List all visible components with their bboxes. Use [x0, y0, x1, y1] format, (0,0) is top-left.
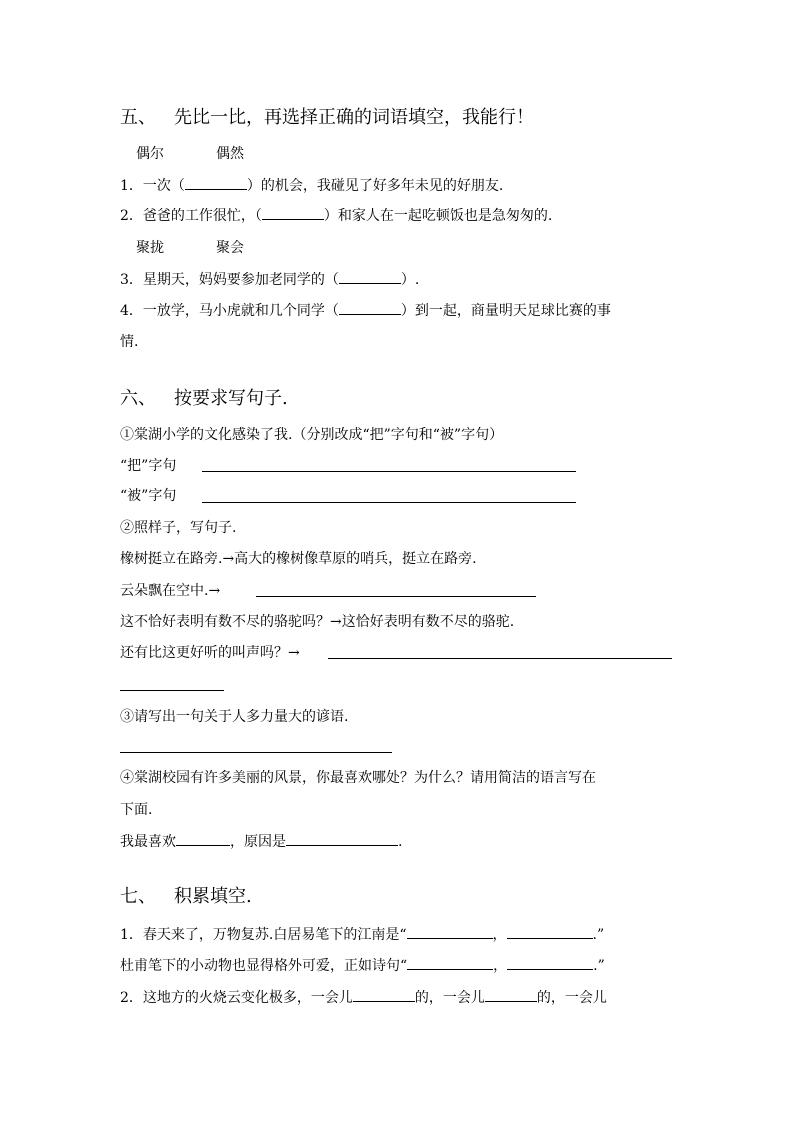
- fill-blank-5-4[interactable]: [339, 300, 401, 315]
- question-5-4: [120, 300, 611, 321]
- section-6-heading: [120, 387, 288, 411]
- dufu-blank-1[interactable]: [407, 955, 493, 970]
- question-5-3: [120, 269, 419, 290]
- question-7-1-line2-sep: ，: [493, 958, 508, 974]
- question-5-2-pre: 2．爸爸的工作很忙，（: [120, 208, 262, 224]
- section-6-number: 六、: [120, 388, 156, 409]
- question-5-4-post: ）到一起，商量明天足球比赛的事: [400, 303, 611, 319]
- bei-sentence-label: “被”字句: [120, 488, 177, 504]
- ba-sentence-answer-line[interactable]: [202, 471, 576, 472]
- item-6-2: ②照样子，写句子.: [120, 520, 237, 536]
- cloud-change-blank-1[interactable]: [353, 987, 415, 1002]
- section-5-title: 先比一比，再选择正确的词语填空，我能行！: [174, 107, 534, 128]
- question-5-3-pre: 3．星期天，妈妈要参加老同学的（: [120, 272, 339, 288]
- word-choice-juhui: 聚会: [216, 240, 244, 256]
- favorite-place-blank[interactable]: [176, 831, 230, 846]
- favorite-label: 我最喜欢: [120, 834, 176, 850]
- section-6-title: 按要求写句子.: [174, 388, 288, 409]
- question-7-1-line2: [120, 955, 605, 976]
- question-5-4-pre: 4．一放学，马小虎就和几个同学（: [120, 303, 339, 319]
- word-choice-ouran: 偶然: [216, 146, 244, 162]
- cloud-answer-line[interactable]: [256, 596, 536, 597]
- jiangnan-blank-1[interactable]: [407, 924, 493, 939]
- favorite-row-end: .: [398, 834, 403, 850]
- question-5-1-post: ）的机会，我碰见了好多年未见的好朋友.: [246, 178, 504, 194]
- section-7-heading: [120, 885, 252, 909]
- bei-sentence-answer-line[interactable]: [202, 502, 576, 503]
- section-7-number: 七、: [120, 886, 156, 907]
- question-7-1-end: .”: [592, 927, 605, 943]
- question-sound: 还有比这更好听的叫声吗？→: [120, 645, 300, 661]
- question-7-2-pre: 2．这地方的火烧云变化极多，一会儿: [120, 990, 353, 1006]
- question-7-2-mid: 的，一会儿: [414, 990, 485, 1006]
- example-camel: 这不恰好表明有数不尽的骆驼吗？→这恰好表明有数不尽的骆驼.: [120, 614, 515, 630]
- question-5-2-post: ）和家人在一起吃顿饭也是急匆匆的.: [323, 208, 553, 224]
- jiangnan-blank-2[interactable]: [507, 924, 593, 939]
- word-choices-2: [120, 238, 244, 258]
- sound-answer-line-2[interactable]: [120, 690, 224, 691]
- question-7-1-line2-end: .”: [593, 958, 605, 974]
- question-cloud: 云朵飘在空中.→: [120, 583, 221, 599]
- question-7-2: [120, 987, 607, 1008]
- cloud-change-blank-2[interactable]: [485, 987, 537, 1002]
- favorite-row: [120, 831, 402, 852]
- reason-label: ，原因是: [230, 834, 286, 850]
- item-6-1: ①棠湖小学的文化感染了我.（分别改成“把”字句和“被”字句）: [120, 427, 504, 443]
- question-5-1: [120, 175, 503, 196]
- reason-blank[interactable]: [286, 831, 398, 846]
- question-7-1-pre: 1．春天来了，万物复苏.白居易笔下的江南是“: [120, 927, 407, 943]
- fill-blank-5-3[interactable]: [339, 269, 401, 284]
- question-7-1-sep: ，: [492, 927, 507, 943]
- section-7-title: 积累填空.: [174, 886, 252, 907]
- question-5-1-pre: 1．一次（: [120, 178, 185, 194]
- bei-sentence-row: [120, 486, 176, 506]
- item-6-4-line2: 下面.: [120, 802, 153, 818]
- question-5-4-continuation: 情.: [120, 334, 139, 350]
- item-6-3: ③请写出一句关于人多力量大的谚语.: [120, 709, 349, 725]
- word-choice-ouer: 偶尔: [136, 146, 164, 162]
- sound-answer-line[interactable]: [328, 658, 672, 659]
- ba-sentence-label: “把”字句: [120, 458, 177, 474]
- question-5-3-post: ）.: [400, 272, 420, 288]
- dufu-blank-2[interactable]: [507, 955, 593, 970]
- ba-sentence-row: [120, 456, 176, 476]
- question-7-2-end: 的，一会儿: [536, 990, 607, 1006]
- proverb-answer-line[interactable]: [120, 752, 392, 753]
- fill-blank-5-2[interactable]: [262, 205, 324, 220]
- question-5-2: [120, 205, 552, 226]
- item-6-4-line1: ④棠湖校园有许多美丽的风景，你最喜欢哪处？为什么？请用简洁的语言写在: [120, 770, 596, 786]
- question-7-1-line1: [120, 924, 604, 945]
- section-5-number: 五、: [120, 107, 156, 128]
- word-choice-julong: 聚拢: [136, 240, 164, 256]
- example-oak: 橡树挺立在路旁.→高大的橡树像草原的哨兵，挺立在路旁.: [120, 551, 477, 567]
- word-choices-1: [120, 144, 244, 164]
- question-7-1-line2-pre: 杜甫笔下的小动物也显得格外可爱，正如诗句“: [120, 958, 408, 974]
- section-5-heading: [120, 106, 534, 130]
- fill-blank-5-1[interactable]: [185, 175, 247, 190]
